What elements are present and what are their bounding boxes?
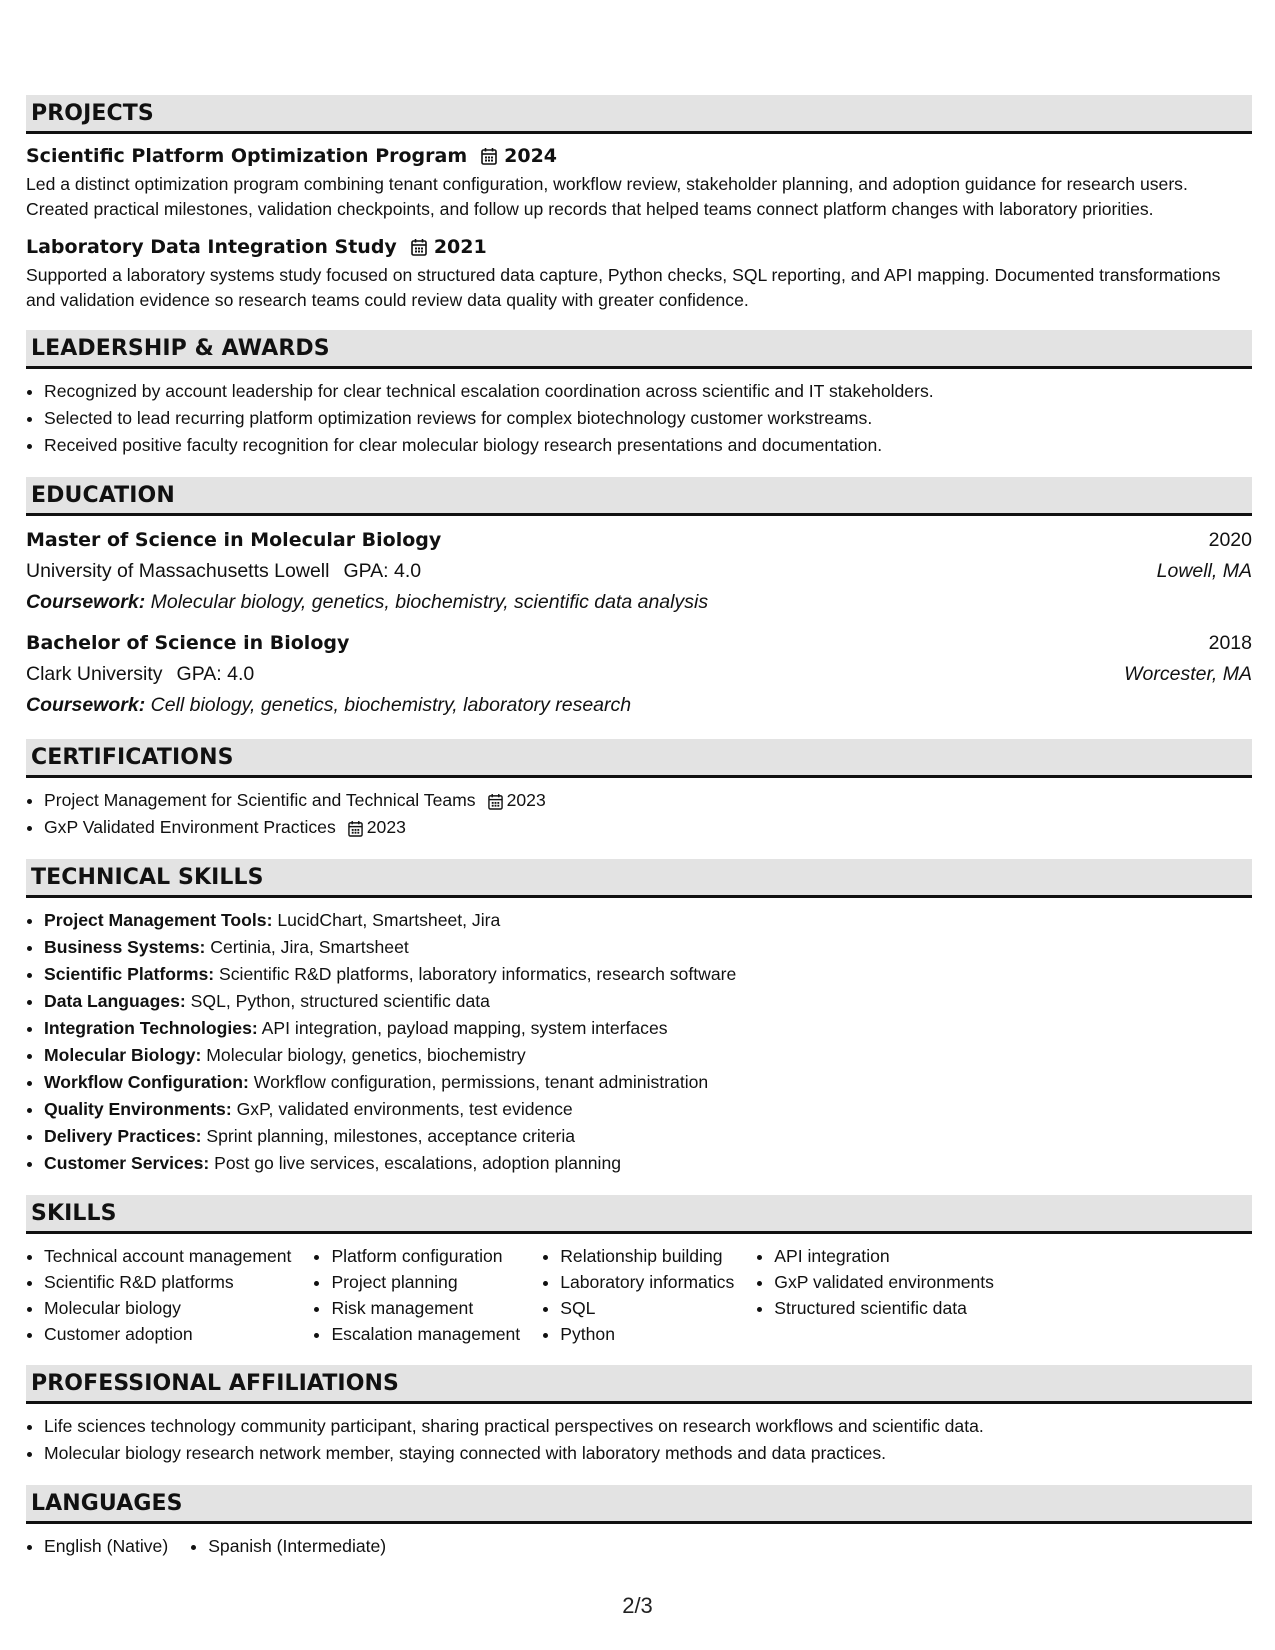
skills-column xyxy=(26,1243,291,1347)
list-item: • Life sciences technology community participant, sharing practical perspectives on research workflows and scientific data. xyxy=(44,1413,1252,1440)
project-title: Laboratory Data Integration Study xyxy=(26,236,397,258)
leadership-list xyxy=(26,378,1252,459)
page-number: 2/3 xyxy=(622,1593,653,1618)
language-item: • Spanish (Intermediate) xyxy=(208,1533,386,1560)
list-item: • Laboratory informatics xyxy=(560,1269,734,1295)
coursework xyxy=(26,587,1252,618)
resume-page xyxy=(26,95,1252,1578)
coursework-label: Coursework: xyxy=(26,591,146,613)
skill-category: Scientific Platforms: xyxy=(44,964,215,984)
section-heading: TECHNICAL SKILLS xyxy=(26,859,1252,898)
language-item: • English (Native) xyxy=(44,1533,168,1560)
skill-values: Workflow configuration, permissions, tenant administration xyxy=(253,1072,709,1092)
skills-columns xyxy=(26,1243,1252,1347)
skill-values: Certinia, Jira, Smartsheet xyxy=(210,937,409,957)
gpa: GPA: 4.0 xyxy=(343,560,422,582)
technical-skills-section xyxy=(26,859,1252,1177)
certification-name: Project Management for Scientific and Technical Teams xyxy=(44,790,476,810)
education-section xyxy=(26,477,1252,721)
skills-section xyxy=(26,1195,1252,1347)
skill-category: Business Systems: xyxy=(44,937,206,957)
graduation-year: 2018 xyxy=(1208,632,1252,654)
coursework-list: Molecular biology, genetics, biochemistry, scientific data analysis xyxy=(150,591,709,613)
section-heading: CERTIFICATIONS xyxy=(26,739,1252,778)
certifications-list xyxy=(26,787,1252,841)
skill-category: Delivery Practices: xyxy=(44,1126,202,1146)
list-item xyxy=(44,1069,1252,1096)
section-heading: LEADERSHIP & AWARDS xyxy=(26,330,1252,369)
section-heading: EDUCATION xyxy=(26,477,1252,516)
section-heading: PROFESSIONAL AFFILIATIONS xyxy=(26,1365,1252,1404)
list-item xyxy=(44,1150,1252,1177)
list-item: • Project planning xyxy=(331,1269,520,1295)
list-item: • Technical account management xyxy=(44,1243,291,1269)
affiliations-section xyxy=(26,1365,1252,1467)
list-item xyxy=(44,1042,1252,1069)
list-item: • API integration xyxy=(774,1243,994,1269)
skill-category: Quality Environments: xyxy=(44,1099,232,1119)
skill-values: SQL, Python, structured scientific data xyxy=(190,991,490,1011)
list-item xyxy=(44,988,1252,1015)
calendar-icon xyxy=(488,793,503,810)
skill-values: GxP, validated environments, test evidence xyxy=(236,1099,573,1119)
section-heading: LANGUAGES xyxy=(26,1485,1252,1524)
school-name: Clark University xyxy=(26,663,163,685)
certifications-section xyxy=(26,739,1252,841)
section-heading: PROJECTS xyxy=(26,95,1252,134)
graduation-year: 2020 xyxy=(1208,529,1252,551)
project-entry xyxy=(26,142,1252,221)
skill-values: LucidChart, Smartsheet, Jira xyxy=(277,910,501,930)
coursework-label: Coursework: xyxy=(26,694,146,716)
skill-category: Integration Technologies: xyxy=(44,1018,258,1038)
skill-values: Sprint planning, milestones, acceptance criteria xyxy=(206,1126,576,1146)
languages-list xyxy=(26,1533,1252,1560)
project-entry xyxy=(26,233,1252,312)
list-item xyxy=(44,961,1252,988)
education-entry xyxy=(26,525,1252,618)
education-entry xyxy=(26,628,1252,721)
project-year: 2021 xyxy=(433,236,487,258)
skill-category: Data Languages: xyxy=(44,991,186,1011)
technical-skills-list xyxy=(26,907,1252,1177)
skill-values: API integration, payload mapping, system interfaces xyxy=(261,1018,668,1038)
list-item xyxy=(44,1015,1252,1042)
certification-item xyxy=(44,814,1252,841)
project-description: Supported a laboratory systems study focused on structured data capture, Python checks, SQL reporting, and API mapping. Documented transformations and validation evidence so research teams could review data quality with greater confidence. xyxy=(26,265,1221,310)
list-item xyxy=(44,1096,1252,1123)
list-item: • Escalation management xyxy=(331,1321,520,1347)
project-year: 2024 xyxy=(504,145,558,167)
gpa: GPA: 4.0 xyxy=(176,663,255,685)
list-item: • Platform configuration xyxy=(331,1243,520,1269)
list-item: • Recognized by account leadership for clear technical escalation coordination across scientific and IT stakeholders. xyxy=(44,378,1252,405)
skill-category: Project Management Tools: xyxy=(44,910,273,930)
coursework-list: Cell biology, genetics, biochemistry, laboratory research xyxy=(150,694,632,716)
school-name: University of Massachusetts Lowell xyxy=(26,560,330,582)
list-item xyxy=(44,1123,1252,1150)
degree: Bachelor of Science in Biology xyxy=(26,632,350,654)
languages-section xyxy=(26,1485,1252,1560)
skill-values: Scientific R&D platforms, laboratory informatics, research software xyxy=(219,964,737,984)
skill-category: Workflow Configuration: xyxy=(44,1072,249,1092)
list-item: • Relationship building xyxy=(560,1243,734,1269)
certification-item xyxy=(44,787,1252,814)
list-item: • Scientific R&D platforms xyxy=(44,1269,291,1295)
list-item: • Python xyxy=(560,1321,734,1347)
list-item: • Received positive faculty recognition for clear molecular biology research presentations and documentation. xyxy=(44,432,1252,459)
calendar-icon xyxy=(481,147,497,165)
list-item xyxy=(44,907,1252,934)
section-heading: SKILLS xyxy=(26,1195,1252,1234)
projects-section xyxy=(26,95,1252,312)
skill-category: Molecular Biology: xyxy=(44,1045,202,1065)
school-location: Worcester, MA xyxy=(1124,663,1252,685)
skill-values: Post go live services, escalations, adoption planning xyxy=(214,1153,622,1173)
list-item: • GxP validated environments xyxy=(774,1269,994,1295)
coursework xyxy=(26,690,1252,721)
certification-name: GxP Validated Environment Practices xyxy=(44,817,336,837)
calendar-icon xyxy=(348,820,363,837)
skills-column xyxy=(313,1243,520,1347)
list-item: • Structured scientific data xyxy=(774,1295,994,1321)
skill-category: Customer Services: xyxy=(44,1153,210,1173)
list-item: • Molecular biology xyxy=(44,1295,291,1321)
school-location: Lowell, MA xyxy=(1156,560,1252,582)
skills-column xyxy=(542,1243,734,1347)
list-item: • Molecular biology research network member, staying connected with laboratory methods and data practices. xyxy=(44,1440,1252,1467)
leadership-section xyxy=(26,330,1252,459)
certification-year: 2023 xyxy=(366,817,406,837)
list-item xyxy=(44,934,1252,961)
list-item: • Selected to lead recurring platform optimization reviews for complex biotechnology customer workstreams. xyxy=(44,405,1252,432)
list-item: • SQL xyxy=(560,1295,734,1321)
project-title: Scientific Platform Optimization Program xyxy=(26,145,468,167)
skills-column xyxy=(756,1243,994,1347)
skill-values: Molecular biology, genetics, biochemistry xyxy=(206,1045,526,1065)
affiliations-list xyxy=(26,1413,1252,1467)
calendar-icon xyxy=(411,238,427,256)
project-description: Led a distinct optimization program combining tenant configuration, workflow review, stakeholder planning, and adoption guidance for research users. Created practical milestones, validation checkpoints, and follow up records that helped teams connect platform changes with laboratory priorities. xyxy=(26,174,1188,219)
list-item: • Risk management xyxy=(331,1295,520,1321)
certification-year: 2023 xyxy=(506,790,546,810)
list-item: • Customer adoption xyxy=(44,1321,291,1347)
degree: Master of Science in Molecular Biology xyxy=(26,529,442,551)
